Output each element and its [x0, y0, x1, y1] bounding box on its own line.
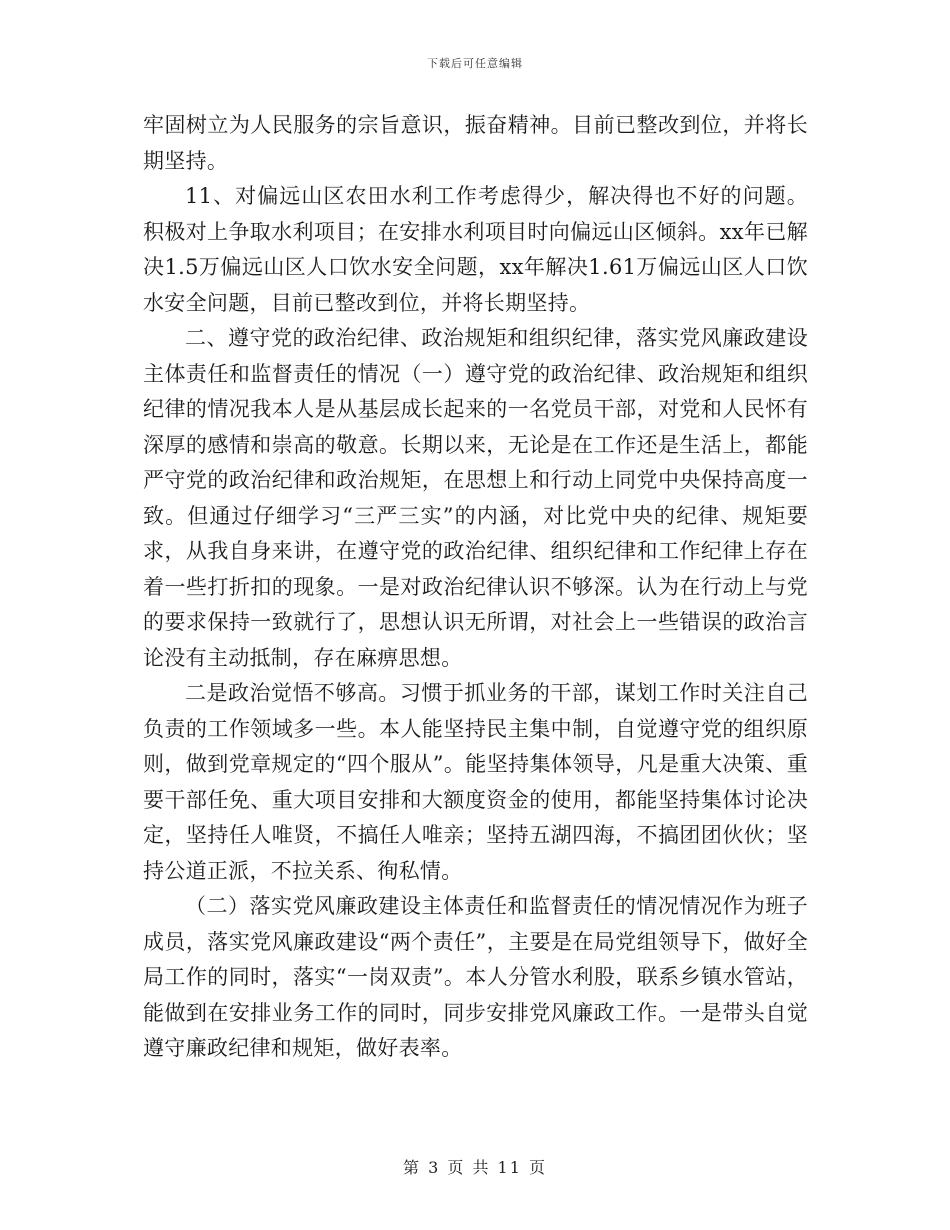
- page-header: 下载后可任意编辑: [427, 57, 523, 70]
- paragraph-subsection-2: （二）落实党风廉政建设主体责任和监督责任的情况情况作为班子成员，落实党风廉政建设“两个责任”，主要是在局党组领导下，做好全局工作的同时，落实“一岗双责”。本人分管水利股，联系乡镇水管站，能做到在安排业务工作的同时，同步安排党风廉政工作。一是带头自觉遵守廉政纪律和规矩，做好表率。: [143, 894, 808, 1060]
- paragraph-section-2: 二、遵守党的政治纪律、政治规矩和组织纪律，落实党风廉政建设主体责任和监督责任的情况（一）遵守党的政治纪律、政治规矩和组织纪律的情况我本人是从基层成长起来的一名党员干部，对党和人民怀有深厚的感情和崇高的敬意。长期以来，无论是在工作还是生活上，都能严守党的政治纪律和政治规矩，在思想上和行动上同党中央保持高度一致。但通过仔细学习“三严三实”的内涵，对比党中央的纪律、规矩要求，从我自身来讲，在遵守党的政治纪律、组织纪律和工作纪律上存在着一些打折扣的现象。一是对政治纪律认识不够深。认为在行动上与党的要求保持一致就行了，思想认识无所谓，对社会上一些错误的政治言论没有主动抵制，存在麻痹思想。: [143, 326, 808, 670]
- paragraph-item-11: 11、对偏远山区农田水利工作考虑得少，解决得也不好的问题。积极对上争取水利项目；在安排水利项目时向偏远山区倾斜。xx年已解决1.5万偏远山区人口饮水安全问题，xx年解决1.61万偏远山区人口饮水安全问题，目前已整改到位，并将长期坚持。: [143, 184, 808, 315]
- paragraph-political-awareness: 二是政治觉悟不够高。习惯于抓业务的干部，谋划工作时关注自己负责的工作领域多一些。本人能坚持民主集中制，自觉遵守党的组织原则，做到党章规定的“四个服从”。能坚持集体领导，凡是重大决策、重要干部任免、重大项目安排和大额度资金的使用，都能坚持集体讨论决定，坚持任人唯贤，不搞任人唯亲；坚持五湖四海，不搞团团伙伙；坚持公道正派，不拉关系、徇私情。: [143, 681, 808, 883]
- paragraph-continuation: 牢固树立为人民服务的宗旨意识，振奋精神。目前已整改到位，并将长期坚持。: [143, 113, 808, 173]
- page-footer: 第 3 页 共 11 页: [403, 1158, 547, 1177]
- document-body: [143, 108, 808, 1067]
